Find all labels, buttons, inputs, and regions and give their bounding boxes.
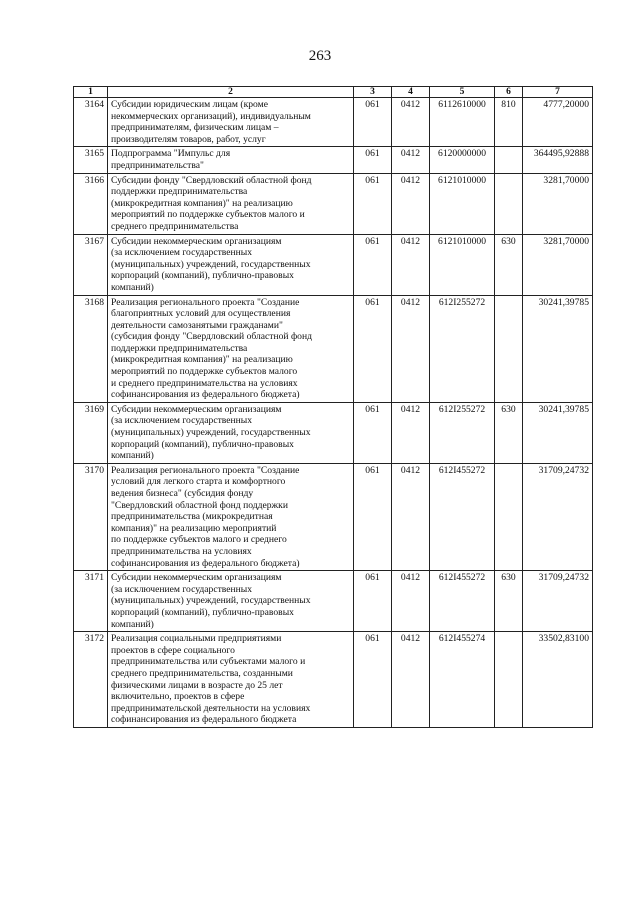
row-description (108, 295, 354, 402)
row-amount: 30241,39785 (523, 402, 593, 463)
header-col-7: 7 (523, 87, 593, 98)
description-line: софинансирования из федерального бюджета) (111, 557, 300, 569)
description-line: предпринимателям, физическим лицам – (111, 122, 279, 134)
header-col-6: 6 (495, 87, 523, 98)
row-expense-type-code: 810 (495, 98, 523, 147)
row-number: 3169 (74, 402, 108, 463)
description-line: Реализация социальными предприятиями (111, 633, 282, 645)
row-section-code: 0412 (392, 463, 430, 570)
row-section-code: 0412 (392, 295, 430, 402)
description-line: по поддержке субъектов малого и среднего (111, 534, 287, 546)
row-description (108, 463, 354, 570)
row-target-code: 612I255272 (430, 295, 495, 402)
row-description (108, 147, 354, 173)
row-section-code: 0412 (392, 632, 430, 728)
description-line: предпринимательства" (111, 159, 204, 171)
description-line: и среднего предпринимательства на условиях (111, 377, 298, 389)
description-line: предпринимательства на условиях (111, 545, 252, 557)
row-number: 3172 (74, 632, 108, 728)
row-expense-type-code: 630 (495, 571, 523, 632)
description-line: Реализация регионального проекта "Создание (111, 296, 300, 308)
description-line: проектов в сфере социального (111, 644, 235, 656)
table-row (74, 147, 593, 173)
table-row (74, 234, 593, 295)
description-line: софинансирования из федерального бюджета) (111, 389, 300, 401)
row-amount: 4777,20000 (523, 98, 593, 147)
row-department-code: 061 (354, 295, 392, 402)
row-description (108, 173, 354, 234)
description-line: производителям товаров, работ, услуг (111, 133, 266, 145)
table-row (74, 295, 593, 402)
table-row (74, 571, 593, 632)
description-line: (муниципальных) учреждений, государственных (111, 427, 311, 439)
row-description (108, 98, 354, 147)
header-row (74, 87, 593, 98)
description-line: Субсидии некоммерческим организациям (111, 572, 282, 584)
table-row (74, 402, 593, 463)
row-amount: 31709,24732 (523, 463, 593, 570)
description-line: корпораций (компаний), публично-правовых (111, 606, 294, 618)
description-line: (муниципальных) учреждений, государственных (111, 595, 311, 607)
description-line: предпринимательства (микрокредитная (111, 511, 273, 523)
row-section-code: 0412 (392, 173, 430, 234)
row-expense-type-code (495, 295, 523, 402)
row-number: 3164 (74, 98, 108, 147)
row-description (108, 234, 354, 295)
description-line: софинансирования из федерального бюджета (111, 714, 297, 726)
description-line: условий для легкого старта и комфортного (111, 476, 286, 488)
page-number: 263 (308, 48, 332, 64)
description-line: (субсидия фонду "Свердловский областной фонд (111, 331, 312, 343)
table-row (74, 463, 593, 570)
description-line: (за исключением государственных (111, 415, 253, 427)
row-department-code: 061 (354, 234, 392, 295)
description-line: физическими лицами в возрасте до 25 лет (111, 679, 283, 691)
description-line: предпринимательской деятельности на условиях (111, 702, 311, 714)
description-line: среднего предпринимательства (111, 220, 239, 232)
row-department-code: 061 (354, 632, 392, 728)
description-line: деятельности самозанятыми гражданами" (111, 319, 283, 331)
description-line: компаний) (111, 618, 154, 630)
row-target-code: 612I455272 (430, 571, 495, 632)
row-section-code: 0412 (392, 234, 430, 295)
row-section-code: 0412 (392, 571, 430, 632)
row-expense-type-code (495, 632, 523, 728)
table-row (74, 98, 593, 147)
row-department-code: 061 (354, 98, 392, 147)
row-expense-type-code: 630 (495, 234, 523, 295)
description-line: Подпрограмма "Импульс для (111, 148, 231, 160)
row-department-code: 061 (354, 173, 392, 234)
description-line: благоприятных условий для осуществления (111, 308, 291, 320)
description-line: (за исключением государственных (111, 583, 253, 595)
description-line: ведения бизнеса" (субсидия фонду (111, 488, 254, 499)
header-col-5: 5 (430, 87, 495, 98)
row-department-code: 061 (354, 463, 392, 570)
row-expense-type-code: 630 (495, 402, 523, 463)
row-expense-type-code (495, 173, 523, 234)
row-target-code: 612I455274 (430, 632, 495, 728)
description-line: (муниципальных) учреждений, государственных (111, 258, 311, 270)
row-description (108, 402, 354, 463)
description-line: Субсидии юридическим лицам (кроме (111, 99, 268, 110)
row-department-code: 061 (354, 402, 392, 463)
header-col-3: 3 (354, 87, 392, 98)
description-line: Реализация регионального проекта "Создание (111, 464, 300, 476)
row-target-code: 6120000000 (430, 147, 495, 173)
row-amount: 364495,92888 (523, 147, 593, 173)
description-line: компаний) (111, 281, 154, 293)
description-line: (микрокредитная компания)" на реализацию (111, 354, 293, 366)
budget-table (73, 86, 593, 728)
header-col-2: 2 (108, 87, 354, 98)
row-section-code: 0412 (392, 98, 430, 147)
description-line: корпораций (компаний), публично-правовых (111, 438, 294, 450)
description-line: мероприятий по поддержке субъектов малого (111, 366, 298, 378)
description-line: среднего предпринимательства, созданными (111, 667, 293, 679)
row-number: 3166 (74, 173, 108, 234)
description-line: компания)" на реализацию мероприятий (111, 522, 277, 534)
row-description (108, 571, 354, 632)
row-number: 3167 (74, 234, 108, 295)
description-line: (за исключением государственных (111, 247, 253, 259)
row-department-code: 061 (354, 571, 392, 632)
header-col-4: 4 (392, 87, 430, 98)
table-row (74, 173, 593, 234)
description-line: Субсидии фонду "Свердловский областной фонд (111, 174, 312, 186)
row-amount: 3281,70000 (523, 173, 593, 234)
row-amount: 30241,39785 (523, 295, 593, 402)
row-number: 3168 (74, 295, 108, 402)
description-line: (микрокредитная компания)" на реализацию (111, 197, 293, 209)
row-section-code: 0412 (392, 147, 430, 173)
description-line: поддержки предпринимательства (111, 342, 248, 354)
description-line: компаний) (111, 450, 154, 462)
row-amount: 31709,24732 (523, 571, 593, 632)
description-line: включительно, проектов в сфере (111, 691, 245, 703)
row-target-code: 612I455272 (430, 463, 495, 570)
row-department-code: 061 (354, 147, 392, 173)
description-line: Субсидии некоммерческим организациям (111, 235, 282, 247)
row-amount: 3281,70000 (523, 234, 593, 295)
row-expense-type-code (495, 463, 523, 570)
description-line: мероприятий по поддержке субъектов малого и (111, 209, 305, 221)
row-target-code: 6112610000 (430, 98, 495, 147)
row-number: 3170 (74, 463, 108, 570)
row-number: 3165 (74, 147, 108, 173)
description-line: корпораций (компаний), публично-правовых (111, 270, 294, 282)
description-line: некоммерческих организаций), индивидуальным (111, 110, 311, 122)
row-target-code: 6121010000 (430, 234, 495, 295)
description-line: поддержки предпринимательства (111, 186, 248, 198)
row-target-code: 612I255272 (430, 402, 495, 463)
row-expense-type-code (495, 147, 523, 173)
row-target-code: 6121010000 (430, 173, 495, 234)
table-row (74, 632, 593, 728)
row-description (108, 632, 354, 728)
header-col-1: 1 (74, 87, 108, 98)
description-line: Субсидии некоммерческим организациям (111, 403, 282, 415)
row-number: 3171 (74, 571, 108, 632)
description-line: предпринимательства или субъектами малого и (111, 656, 306, 668)
description-line: "Свердловский областной фонд поддержки (111, 499, 288, 511)
row-amount: 33502,83100 (523, 632, 593, 728)
row-section-code: 0412 (392, 402, 430, 463)
